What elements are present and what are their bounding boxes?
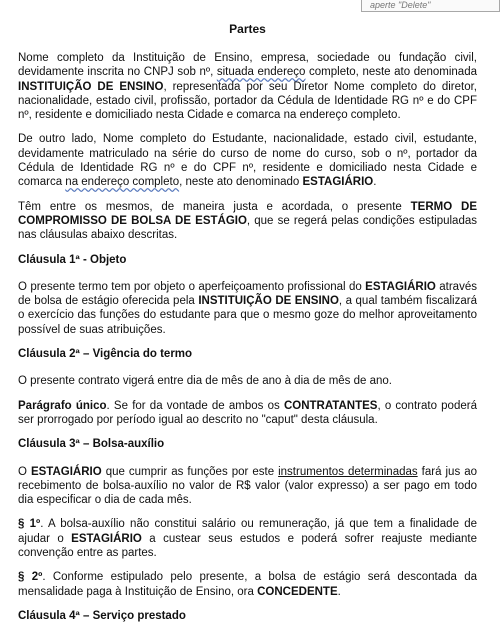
text: , representada por seu Diretor Nome completo do diretor, nacionalidade, estado civil, profissão, portador da Cédula de Identidade RG nº e do CPF nº, residente e domiciliado nesta Cidade e comarca na endereço completo. [18,80,477,122]
bold-term: § 2º [18,571,43,584]
text: . [373,176,377,189]
text: . [337,585,341,598]
text: completo, neste ato denominada [305,66,477,79]
delete-hint-tooltip: aperte "Delete" [361,0,500,12]
paragraph-agreement [18,200,477,243]
bold-term: ESTAGIÁRIO [302,176,374,189]
bold-term: ESTAGIÁRIO [365,280,436,293]
bold-term: ESTAGIÁRIO [71,532,142,545]
text: De outro lado, Nome completo do Estudante, nacionalidade, estado civil, estudante, devidamente matriculado na série do curso de nome do curso, sob o nº, portador da Cédula de Identidade RG nº e do CPF nº, residente e domiciliado nesta Cidade e comarca [18,133,477,189]
clause-3-heading: Cláusula 3ª – Bolsa-auxílio [18,438,165,451]
text: a custear seus estudos e poderá sofrer reajuste mediante convenção entre as partes. [18,532,477,560]
paragraph-object [18,280,477,337]
bold-term: INSTITUIÇÃO DE ENSINO [18,80,164,93]
text: , a qual também fiscalizará o exercício das funções do estudante para que o mesmo goze do melhor aproveitamento possível de suas atribuições. [18,295,477,336]
paragraph-institution [18,51,477,122]
underlined-text[interactable]: instrumentos determinadas [278,465,418,478]
document-title: Partes [229,22,266,36]
text: fará jus ao recebimento de bolsa-auxílio no valor de R$ valor (valor expresso) a ser pago em todo dia especificar o dia de cada mês. [18,465,477,507]
paragraph-section-1 [18,517,477,560]
document-page [18,22,477,636]
bold-term: Parágrafo único [18,399,107,412]
text: , que se regerá pelas condições estipuladas nas cláusulas abaixo descritas. [18,214,477,242]
spellcheck-underlined-text[interactable]: na endereço completo [65,176,180,189]
clause-1-heading: Cláusula 1ª - Objeto [18,253,127,266]
text: O [18,465,31,478]
text: . Conforme estipulado pelo presente, a bolsa de estágio será descontada da mensalidade paga à Instituição de Ensino, ora [18,571,478,598]
text: através de bolsa de estágio oferecida pela [18,280,477,308]
text: que cumprir as funções por este [101,465,279,478]
bold-term: INSTITUIÇÃO DE ENSINO [198,295,339,308]
paragraph-allowance [18,465,477,508]
clause-4-heading: Cláusula 4ª – Serviço prestado [18,609,186,622]
text: , o contrato poderá ser prorrogado por período igual ao descrito no "caput" desta cláusula. [18,399,477,426]
paragraph-student [18,132,477,189]
bold-term: TERMO DE COMPROMISSO DE BOLSA DE ESTÁGIO [18,200,477,227]
text: , neste ato denominado [179,176,303,189]
bold-term: CONCEDENTE [257,585,338,598]
paragraph-sole-clause [18,399,477,428]
text: . Se for da vontade de ambos os [106,399,284,412]
spellcheck-underlined-text[interactable]: situada endereço [216,66,306,79]
paragraph-validity: O presente contrato vigerá entre dia de mês de ano à dia de mês de ano. [18,375,392,388]
clause-2-heading: Cláusula 2ª – Vigência do termo [18,348,193,361]
text: . A bolsa-auxílio não constitui salário ou remuneração, já que tem a finalidade de ajudar o [18,518,477,545]
text: O presente termo tem por objeto o aperfeiçoamento profissional do [18,280,366,293]
paragraph-section-2 [18,570,477,599]
text: Têm entre os mesmos, de maneira justa e acordada, o presente [18,200,411,213]
bold-term: ESTAGIÁRIO [30,465,102,478]
bold-term: CONTRATANTES [283,399,378,412]
text: Nome completo da Instituição de Ensino, empresa, sociedade ou fundação civil, devidamente inscrita no CNPJ sob nº, [18,52,477,79]
bold-term: § 1º [18,518,41,531]
